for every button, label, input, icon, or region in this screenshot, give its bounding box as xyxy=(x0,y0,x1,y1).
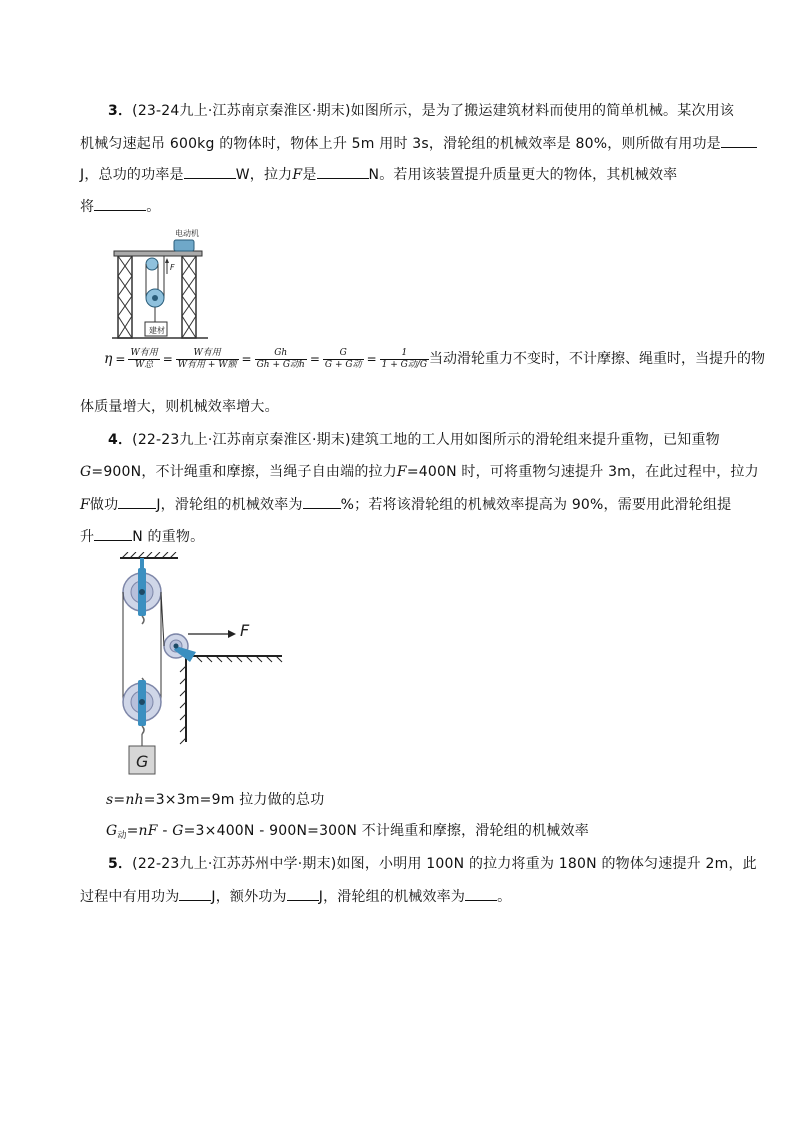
q4-stem-4a: 升 xyxy=(80,529,95,545)
q3-var-F: F xyxy=(292,167,303,183)
q4-stem-2b: =900N，不计绳重和摩擦，当绳子自由端的拉力 xyxy=(91,464,397,480)
q4-var-F2: F xyxy=(80,497,90,513)
q5-line-1 xyxy=(80,855,757,873)
q3-solution-text: 体质量增大，则机械效率增大。 xyxy=(80,399,279,415)
frac-1: $\frac{\text{W有用}}{\text{W总}}$ xyxy=(130,348,158,370)
q4-line-3 xyxy=(80,494,731,514)
q4-blank-3[interactable] xyxy=(94,526,132,541)
q4-force-label: F xyxy=(240,621,250,640)
q3-line-4 xyxy=(80,196,160,216)
q4-pulley-figure xyxy=(112,552,288,780)
q3-crane-figure xyxy=(110,226,210,344)
q4-var-F: F xyxy=(396,464,407,480)
q5-stem-1: (22-23九上·江苏苏州中学·期末)如图，小明用 100N 的拉力将重为 180N 的物体匀速提升 2m，此 xyxy=(132,856,757,872)
q4-number: 4． xyxy=(108,432,133,448)
q3-line-1 xyxy=(80,102,734,120)
q3-solution-line-2 xyxy=(80,398,279,416)
q3-blank-4[interactable] xyxy=(94,196,146,211)
q4-line-2 xyxy=(80,463,759,481)
q4-stem-3d: %；若将该滑轮组的机械效率提高为 90%，需要用此滑轮组提 xyxy=(340,497,732,513)
q3-blank-1[interactable] xyxy=(721,133,757,148)
q3-line-3 xyxy=(80,164,677,184)
frac-5: $\frac{1}{\text{1 + G动/G}}$ xyxy=(381,348,428,370)
q5-line-2 xyxy=(80,886,511,906)
q5-stem-2d: 。 xyxy=(497,889,512,905)
q3-stem-3e: N。若用该装置提升质量更大的物体，其机械效率 xyxy=(368,167,678,183)
frac-3: $\frac{Gh}{\text{Gh + G动h}}$ xyxy=(256,348,305,370)
q4-stem-2d: =400N 时，可将重物匀速提升 3m，在此过程中，拉力 xyxy=(406,464,759,480)
q5-stem-2a: 过程中有用功为 xyxy=(80,889,180,905)
q3-material-label: 建材 xyxy=(149,326,165,335)
q5-blank-2[interactable] xyxy=(287,886,319,901)
q4-stem-1: (22-23九上·江苏南京秦淮区·期末)建筑工地的工人用如图所示的滑轮组来提升重物，已知重物 xyxy=(132,432,720,448)
q4-solution-line-1: s=nh=3×3m=9m 拉力做的总功 xyxy=(106,792,325,808)
q3-stem-4b: 。 xyxy=(146,199,161,215)
q3-stem-3b: W，拉力 xyxy=(235,167,293,183)
frac-4: $\frac{G}{\text{G + G动}}$ xyxy=(324,348,362,370)
q3-stem-1: (23-24九上·江苏南京秦淮区·期末)如图所示，是为了搬运建筑材料而使用的简单机械。某次用该 xyxy=(132,103,735,119)
q3-stem-2: 机械匀速起吊 600kg 的物体时，物体上升 5m 用时 3s，滑轮组的机械效率是 80%，则所做有用功是 xyxy=(80,136,721,152)
q5-blank-3[interactable] xyxy=(465,886,497,901)
q4-stem-3b: 做功 xyxy=(89,497,119,513)
q4-stem-3c: J，滑轮组的机械效率为 xyxy=(156,497,303,513)
q4-line-4 xyxy=(80,526,204,546)
q4-solution-line-2: $G_动=nF - G=3\times 400N - 900N=300N$ 不计绳重和摩擦，滑轮组的机械效率 xyxy=(106,823,589,841)
q3-motor-label: 电动机 xyxy=(175,229,199,238)
q3-line-2 xyxy=(80,133,757,153)
q5-blank-1[interactable] xyxy=(179,886,211,901)
q3-stem-3d: 是 xyxy=(302,167,317,183)
q3-stem-3a: J，总功的功率是 xyxy=(80,167,184,183)
q4-blank-2[interactable] xyxy=(303,494,341,509)
eta-symbol: η xyxy=(104,351,113,367)
q3-number: 3． xyxy=(108,103,133,119)
q4-stem-4b: N 的重物。 xyxy=(132,529,205,545)
q4-blank-1[interactable] xyxy=(118,494,156,509)
q5-number: 5． xyxy=(108,856,133,872)
q3-stem-4a: 将 xyxy=(80,199,95,215)
q4-line-1 xyxy=(80,431,720,449)
q3-efficiency-formula: η = $\frac{\text{W有用}}{\text{W总}}$ = $\frac{\text{W有用}}{\text{W有用 + W额}}$ = $\frac{Gh}{\text{Gh + G动h}}$ = $\frac{G}{\text{G + G动}}$ = $\frac{1}{\text{1 + G动/G}}$ 当动滑轮重力不变时，不计摩擦、绳重时，当提升的物 xyxy=(104,348,766,370)
q3-blank-2[interactable] xyxy=(184,164,236,179)
frac-2: $\frac{\text{W有用}}{\text{W有用 + W额}}$ xyxy=(177,348,237,370)
q3-solution-tail: 当动滑轮重力不变时，不计摩擦、绳重时，当提升的物 xyxy=(429,351,766,367)
q5-stem-2c: J，滑轮组的机械效率为 xyxy=(318,889,466,905)
q3-force-label: F xyxy=(170,263,175,272)
motor-icon xyxy=(174,240,194,251)
q4-weight-label: G xyxy=(136,752,149,771)
q3-blank-3[interactable] xyxy=(317,164,369,179)
q5-stem-2b: J，额外功为 xyxy=(211,889,287,905)
q4-var-G: G xyxy=(80,464,92,480)
